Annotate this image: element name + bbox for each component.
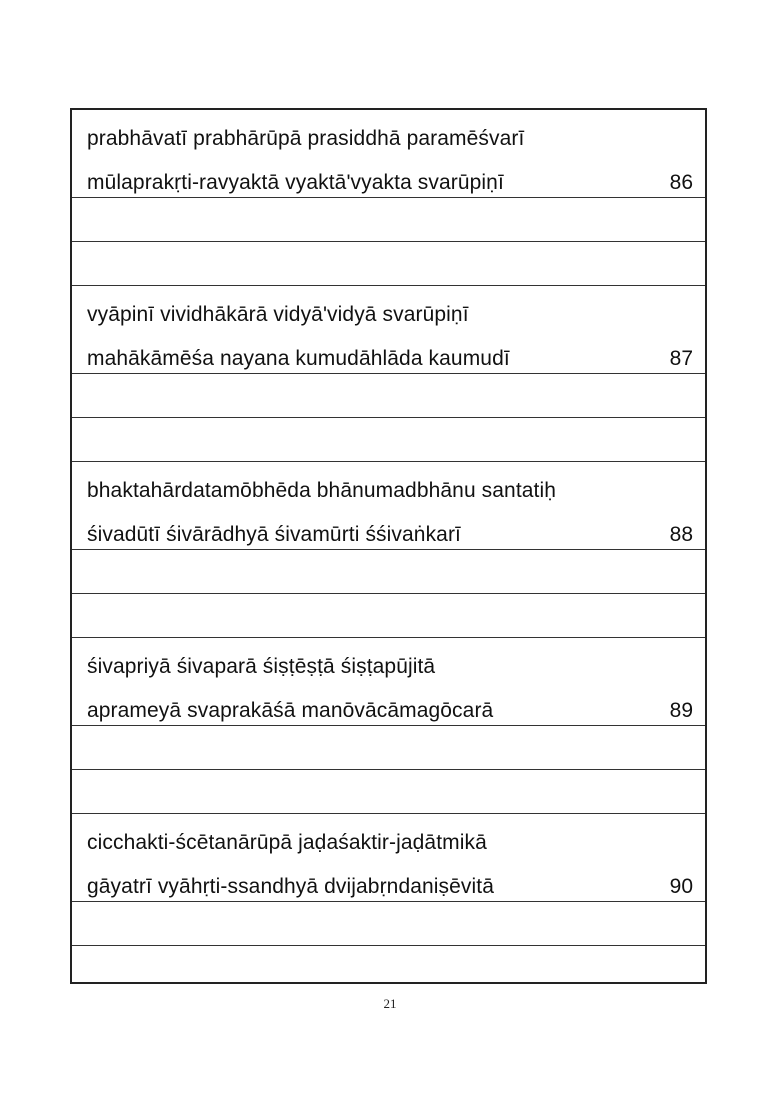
blank-row	[72, 374, 705, 418]
blank-row	[72, 198, 705, 242]
verse-line-2: gāyatrī vyāhṛti-ssandhyā dvijabṛndaniṣēvitā	[87, 875, 495, 898]
verse-line-1: śivapriyā śivaparā śiṣṭēṣṭā śiṣṭapūjitā	[87, 655, 436, 678]
verse-number: 86	[669, 171, 693, 194]
page-number: 21	[383, 996, 397, 1011]
blank-row	[72, 902, 705, 946]
verse-block	[72, 110, 705, 198]
verse-table	[70, 108, 707, 984]
verse-number: 90	[669, 875, 693, 898]
verse-line-1: prabhāvatī prabhārūpā prasiddhā paramēśvarī	[87, 127, 525, 150]
blank-row	[72, 946, 705, 982]
verse-number: 87	[669, 347, 693, 370]
verse-line-1: bhaktahārdatamōbhēda bhānumadbhānu santatiḥ	[87, 479, 557, 502]
verse-number: 89	[669, 699, 693, 722]
blank-row	[72, 550, 705, 594]
verse-line-1: vyāpinī vividhākārā vidyā'vidyā svarūpiṇī	[87, 303, 469, 326]
verse-line-2: śivadūtī śivārādhyā śivamūrti śśivaṅkarī	[87, 523, 461, 546]
verse-line-2: mahākāmēśa nayana kumudāhlāda kaumudī	[87, 347, 510, 370]
verse-block	[72, 814, 705, 902]
blank-row	[72, 770, 705, 814]
blank-row	[72, 418, 705, 462]
verse-block	[72, 286, 705, 374]
blank-row	[72, 726, 705, 770]
verse-number: 88	[669, 523, 693, 546]
verse-block	[72, 462, 705, 550]
blank-row	[72, 242, 705, 286]
verse-block	[72, 638, 705, 726]
verse-line-1: cicchakti-ścētanārūpā jaḍaśaktir-jaḍātmikā	[87, 831, 487, 854]
verse-line-2: aprameyā svaprakāśā manōvācāmagōcarā	[87, 699, 494, 722]
blank-row	[72, 594, 705, 638]
verse-line-2: mūlaprakṛti-ravyaktā vyaktā'vyakta svarūpiṇī	[87, 171, 504, 194]
